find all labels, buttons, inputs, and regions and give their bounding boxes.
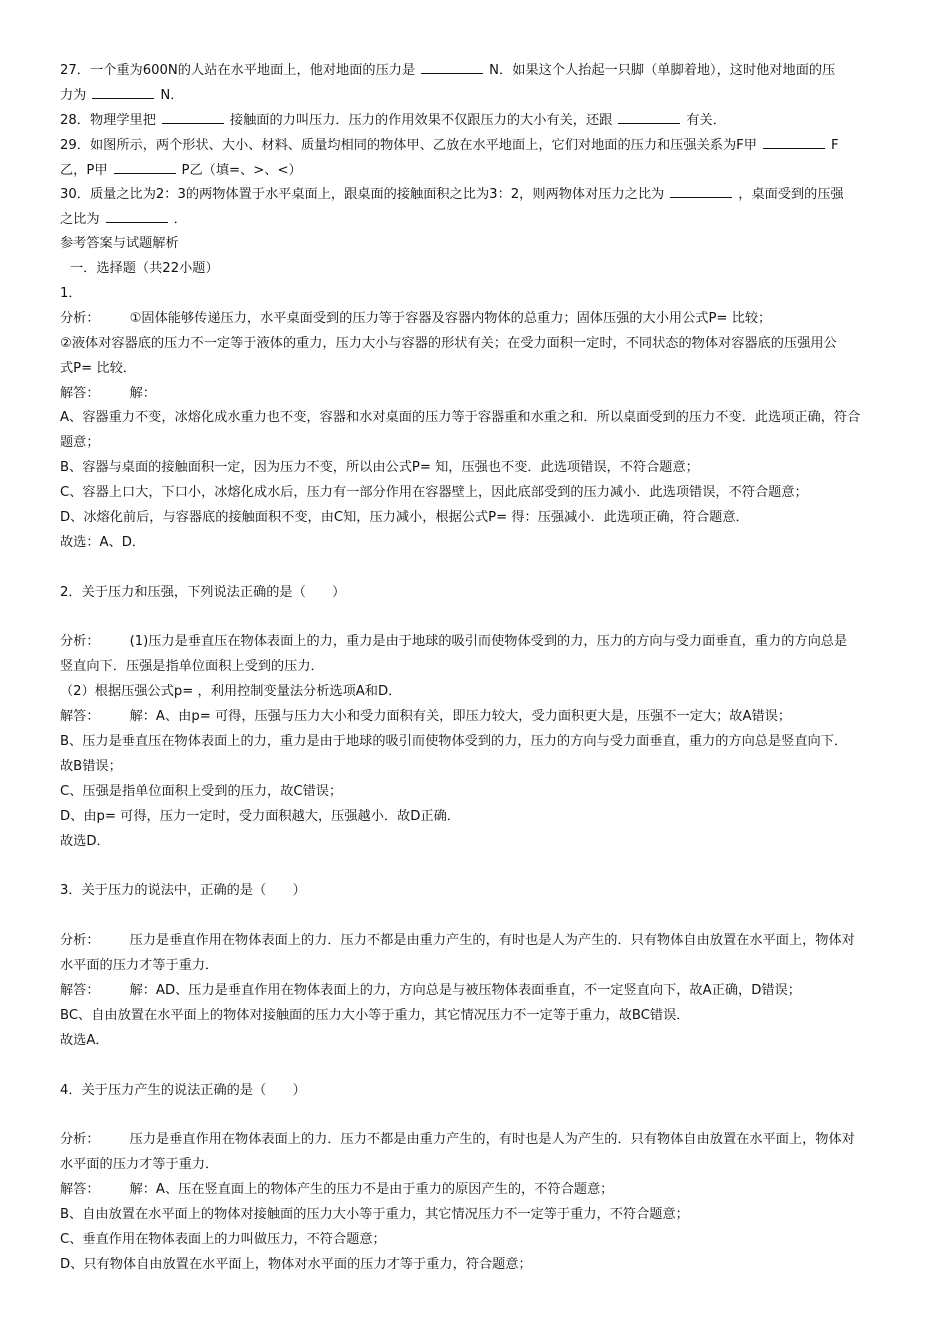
a2-text: 故B错误； [60,758,122,774]
a4-question: 4．关于压力产生的说法正确的是（ ） [60,1082,306,1098]
a1-analysis: 分析： ①固体能够传递压力，水平桌面受到的压力等于容器及容器内物体的总重力；固体压强的大小用公式P= 比较； [60,310,772,326]
q29-line1: 29．如图所示，两个形状、大小、材料、质量均相同的物体甲、乙放在水平地面上，它们对地面的压力和压强关系为F甲 F [60,133,896,158]
q28-line: 28．物理学里把 接触面的力叫压力．压力的作用效果不仅跟压力的大小有关，还跟 有关． [60,108,896,133]
a1-number: 1． [60,286,82,302]
a4-analysis: 分析： 压力是垂直作用在物体表面上的力．压力不都是由重力产生的，有时也是人为产生的．只有物体自由放置在水平面上，物体对 [60,1132,855,1148]
a2-text: D、由p= 可得，压力一定时，受力面积越大，压强越小．故D正确． [60,808,460,824]
answer-blank [162,108,224,124]
answer-blank [92,83,154,99]
q30-line1: 30．质量之比为2：3的两物体置于水平桌面上，跟桌面的接触面积之比为3：2，则两物体对压力之比为 ，桌面受到的压强 [60,182,896,207]
q27-line2: 力为 N． [60,83,896,108]
a1-choice: 故选：A、D． [60,534,146,550]
a2-analysis: 分析： (1)压力是垂直压在物体表面上的力，重力是由于地球的吸引而使物体受到的力，压力的方向与受力面垂直，重力的方向总是 [60,634,848,650]
a4-text: 水平面的压力才等于重力． [60,1157,219,1173]
answer-blank [618,108,680,124]
a4-text: B、自由放置在水平面上的物体对接触面的压力大小等于重力，其它情况压力不一定等于重力，不符合题意； [60,1206,689,1222]
answers-title: 参考答案与试题解析 [60,236,179,252]
q30-line2: 之比为 ． [60,207,896,232]
a3-solution: 解答： 解：AD、压力是垂直作用在物体表面上的力，方向总是与被压物体表面垂直，不一定竖直向下，故A正确，D错误； [60,982,801,998]
a3-text: 水平面的压力才等于重力． [60,958,219,974]
a2-question: 2．关于压力和压强，下列说法正确的是（ ） [60,584,346,600]
a2-text: C、压强是指单位面积上受到的压力，故C错误； [60,783,343,799]
a2-choice: 故选D． [60,833,110,849]
a1-text: C、容器上口大，下口小，冰熔化成水后，压力有一部分作用在容器壁上，因此底部受到的压力减小．此选项错误，不符合题意； [60,485,808,501]
a2-solution: 解答： 解：A、由p= 可得，压强与压力大小和受力面积有关，即压力较大，受力面积更大是，压强不一定大；故A错误； [60,709,792,725]
answer-blank [114,158,176,174]
q27-line1: 27．一个重为600N的人站在水平地面上，他对地面的压力是 N．如果这个人抬起一只脚（单脚着地），这时他对地面的压 [60,58,896,83]
a1-text: 式P= 比较． [60,360,136,376]
a1-solution: 解答： 解： [60,385,156,401]
a3-text: BC、自由放置在水平面上的物体对接触面的压力大小等于重力，其它情况压力不一定等于重力，故BC错误． [60,1007,690,1023]
a4-solution: 解答： 解：A、压在竖直面上的物体产生的压力不是由于重力的原因产生的，不符合题意； [60,1182,614,1198]
a4-text: D、只有物体自由放置在水平面上，物体对水平面的压力才等于重力，符合题意； [60,1256,532,1272]
a2-text: （2）根据压强公式p= ，利用控制变量法分析选项A和D． [60,684,402,700]
a1-text: A、容器重力不变，冰熔化成水重力也不变，容器和水对桌面的压力等于容器重和水重之和．所以桌面受到的压力不变．此选项正确，符合 [60,410,861,426]
a2-text: 竖直向下．压强是指单位面积上受到的压力． [60,659,324,675]
section-title: 一．选择题（共22小题） [70,261,219,277]
a2-text: B、压力是垂直压在物体表面上的力，重力是由于地球的吸引而使物体受到的力，压力的方向与受力面垂直，重力的方向总是竖直向下． [60,734,848,750]
answer-blank [763,133,825,149]
answer-blank [106,207,168,223]
answer-blank [670,182,732,198]
a3-choice: 故选A． [60,1032,109,1048]
a4-text: C、垂直作用在物体表面上的力叫做压力，不符合题意； [60,1231,386,1247]
a1-text: ②液体对容器底的压力不一定等于液体的重力，压力大小与容器的形状有关；在受力面积一定时，不同状态的物体对容器底的压强用公 [60,335,837,351]
document-page [60,58,896,1278]
a3-question: 3．关于压力的说法中，正确的是（ ） [60,883,306,899]
answer-blank [421,58,483,74]
a3-analysis: 分析： 压力是垂直作用在物体表面上的力．压力不都是由重力产生的，有时也是人为产生的．只有物体自由放置在水平面上，物体对 [60,933,855,949]
a1-text: D、冰熔化前后，与容器底的接触面积不变，由C知，压力减小，根据公式P= 得：压强减小．此选项正确，符合题意． [60,510,749,526]
a1-text: 题意； [60,435,100,451]
a1-text: B、容器与桌面的接触面积一定，因为压力不变，所以由公式P= 知，压强也不变．此选项错误，不符合题意； [60,460,699,476]
q29-line2: 乙，P甲 P乙（填=、>、<） [60,158,896,183]
